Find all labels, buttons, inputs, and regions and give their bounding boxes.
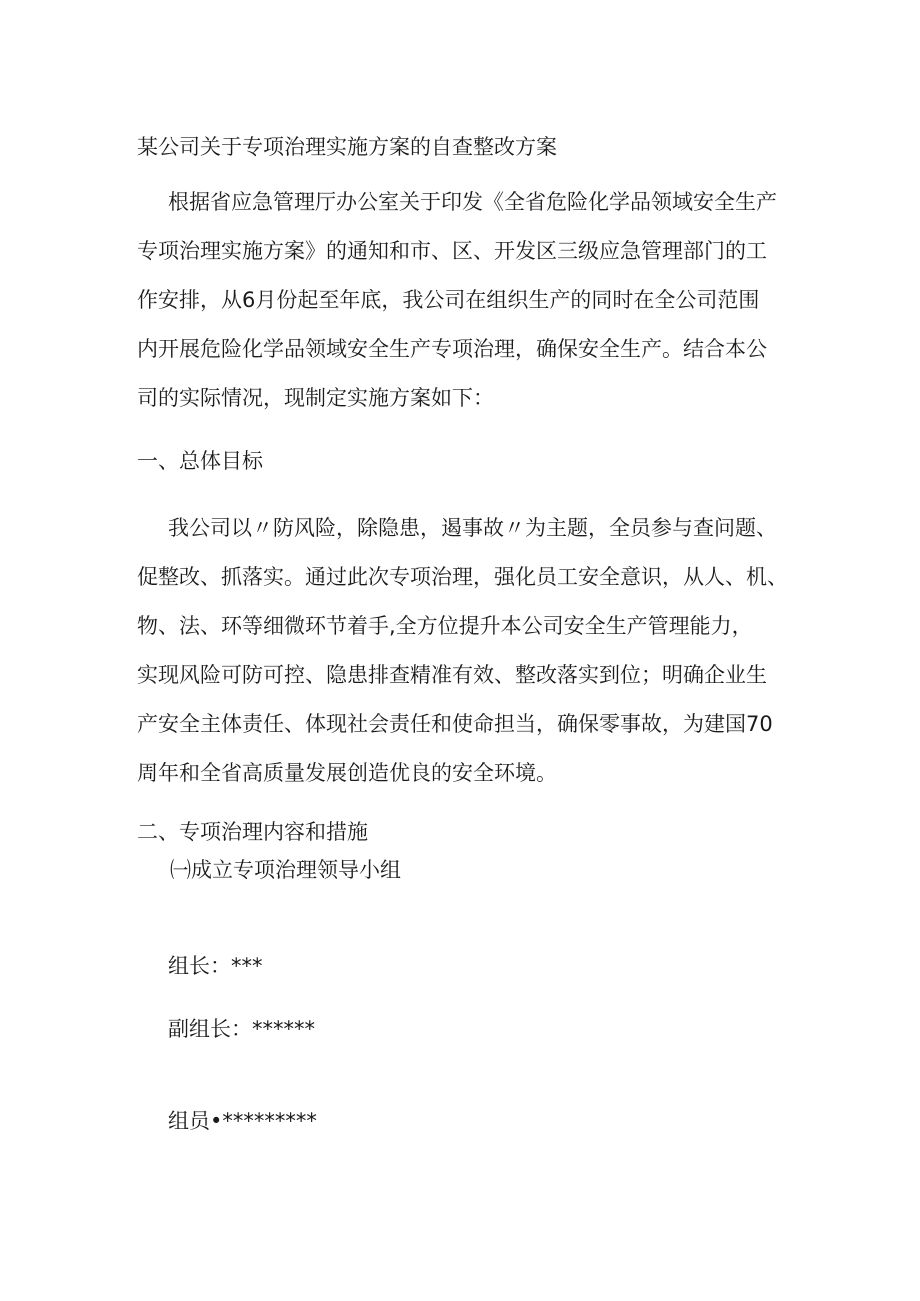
- intro-paragraph: [137, 178, 797, 423]
- section1-paragraph: [137, 504, 797, 798]
- leader-line: 组长：***: [168, 954, 263, 978]
- section1-line: 产安全主体责任、体现社会责任和使命担当，确保零事故，为建国70: [137, 712, 773, 736]
- section-heading-2: 二、专项治理内容和措施: [137, 820, 368, 844]
- section1-line: 促整改、抓落实。通过此次专项治理，强化员工安全意识，从人、机、: [137, 565, 788, 589]
- intro-line: 司的实际情况，现制定实施方案如下：: [137, 386, 494, 410]
- intro-line: 专项治理实施方案》的通知和市、区、开发区三级应急管理部门的工: [137, 239, 767, 263]
- subsection-heading-1: ㈠成立专项治理领导小组: [170, 858, 401, 882]
- section1-line: 物、法、环等细微环节着手,全方位提升本公司安全生产管理能力，: [137, 614, 753, 638]
- intro-line: 作安排，从6月份起至年底，我公司在组织生产的同时在全公司范围: [137, 288, 760, 312]
- intro-line: 根据省应急管理厅办公室关于印发《全省危险化学品领域安全生产: [168, 190, 777, 214]
- deputy-leader-line: 副组长：******: [168, 1017, 315, 1041]
- section1-line: 实现风险可防可控、隐患排查精准有效、整改落实到位；明确企业生: [137, 663, 767, 687]
- section1-line: 我公司以〃防风险，除隐患，遏事故〃为主题，全员参与查问题、: [168, 516, 777, 540]
- document-title: 某公司关于专项治理实施方案的自查整改方案: [137, 135, 557, 159]
- intro-line: 内开展危险化学品领域安全生产专项治理，确保安全生产。结合本公: [137, 337, 767, 361]
- members-line: 组员•*********: [168, 1109, 317, 1133]
- section-heading-1: 一、总体目标: [137, 449, 263, 473]
- section1-line: 周年和全省高质量发展创造优良的安全环境。: [137, 761, 557, 785]
